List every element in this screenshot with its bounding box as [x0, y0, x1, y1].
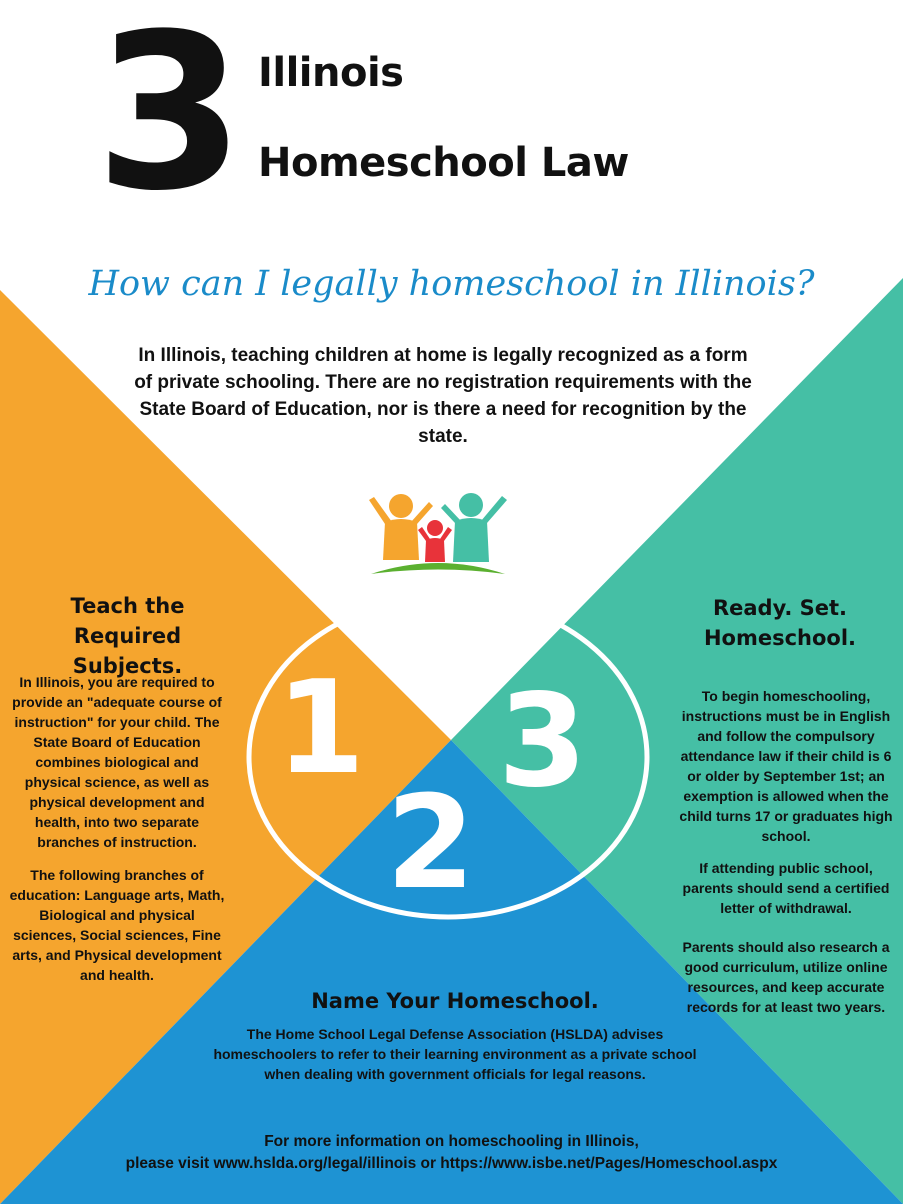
- footer: [60, 1131, 843, 1175]
- section-left-body-2: The following branches of education: Language arts, Math, Biological and physical sciences, Social sciences, Fine arts, and Physical development and health.: [9, 867, 225, 983]
- section-bottom-body: The Home School Legal Defense Association (HSLDA) advises homeschoolers to refer to their learning environment as a private school when dealing with government officials for legal reasons.: [213, 1026, 697, 1082]
- section-bottom-heading: Name Your Homeschool.: [311, 989, 599, 1013]
- section-right-body-2: If attending public school, parents should send a certified letter of withdrawal.: [682, 860, 890, 916]
- section-right-body-1: To begin homeschooling, instructions must be in English and follow the compulsory attendance law if their child is 6 or older by September 1st; an exemption is allowed when the child turns 17 or graduates high school.: [679, 688, 893, 844]
- section-left-body-1: In Illinois, you are required to provide an "adequate course of instruction" for your child. The State Board of Education combines biological and physical science, as well as physical development and health, into two separate branches of instruction.: [12, 674, 222, 850]
- family-people-icon: [363, 490, 513, 580]
- title-line-2: Homeschool Law: [258, 140, 629, 186]
- footer-line-1: For more information on homeschooling in Illinois,: [264, 1133, 639, 1150]
- section-right-heading: Ready. Set. Homeschool.: [703, 596, 857, 650]
- section-right-body-3: Parents should also research a good curriculum, utilize online resources, and keep accurate records for at least two years.: [682, 939, 890, 1015]
- main-question: How can I legally homeschool in Illinois?: [88, 264, 815, 304]
- intro-paragraph: In Illinois, teaching children at home is legally recognized as a form of private schooling. There are no registration requirements with the State Board of Education, nor is there a need for recognition by the state.: [134, 345, 752, 447]
- number-three: 3: [498, 667, 588, 816]
- footer-line-2: please visit www.hslda.org/legal/illinois or https://www.isbe.net/Pages/Homeschool.aspx: [125, 1155, 778, 1172]
- number-one: 1: [276, 654, 366, 803]
- title-line-1: Illinois: [258, 50, 404, 96]
- header-number: 3: [95, 0, 239, 238]
- section-left-heading: Teach the Required Subjects.: [70, 594, 185, 678]
- number-two: 2: [386, 769, 476, 918]
